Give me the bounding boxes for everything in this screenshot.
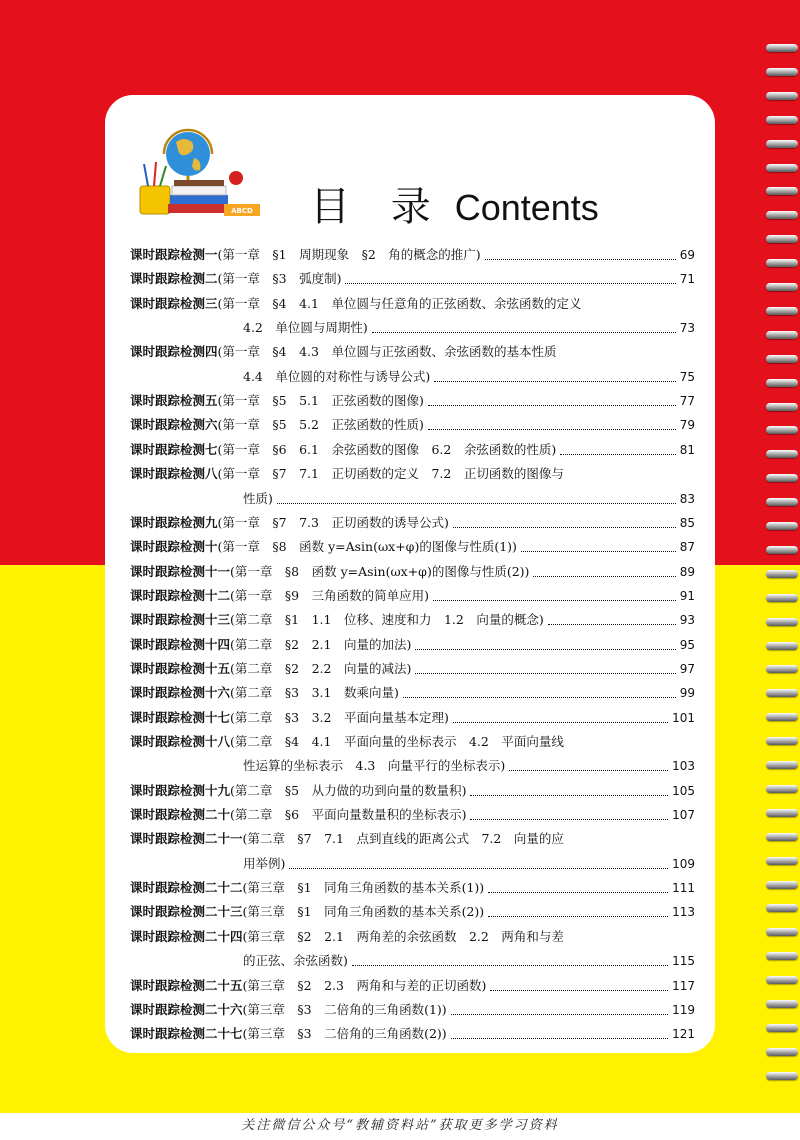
toc-entry[interactable] — [130, 804, 695, 826]
toc-entry[interactable] — [243, 853, 695, 875]
toc-entry-title: 课时跟踪检测二十六 — [130, 1001, 243, 1017]
toc-page-number: 81 — [679, 442, 695, 457]
toc-page-number: 73 — [679, 321, 695, 336]
spiral-ring — [766, 355, 798, 363]
toc-entry-title: 课时跟踪检测十五 — [130, 660, 231, 676]
toc-page-number: 87 — [679, 540, 695, 555]
spiral-ring — [766, 283, 798, 291]
spiral-ring — [766, 1048, 798, 1056]
dot-leader — [451, 999, 668, 1015]
toc-entry-title: 课时跟踪检测二 — [130, 271, 218, 287]
toc-entry-title: 课时跟踪检测九 — [130, 514, 218, 530]
toc-entry[interactable] — [243, 366, 695, 388]
toc-entry-description: (第三章 §2 2.3 两角和与差的正切函数) — [242, 977, 487, 993]
toc-entry-title: 课时跟踪检测二十五 — [130, 977, 243, 993]
toc-entry-title: 课时跟踪检测十二 — [130, 587, 231, 603]
dot-leader — [488, 877, 668, 893]
spiral-ring — [766, 833, 798, 841]
spiral-ring — [766, 426, 798, 434]
toc-page-number: 83 — [679, 491, 695, 506]
spiral-ring — [766, 809, 798, 817]
spiral-ring — [766, 403, 798, 411]
toc-entry-description: (第一章 §7 7.1 正切函数的定义 7.2 正切函数的图像与 — [217, 466, 564, 482]
spiral-ring — [766, 785, 798, 793]
blocks-label: ABCD — [231, 207, 253, 215]
dot-leader — [428, 414, 676, 430]
page-title — [310, 175, 599, 230]
globe-books-icon — [138, 128, 263, 223]
toc-entry[interactable] — [130, 341, 695, 363]
toc-entry[interactable] — [130, 439, 695, 461]
toc-entry-title: 课时跟踪检测二十三 — [130, 904, 243, 920]
toc-page-number: 71 — [679, 272, 695, 287]
toc-entry-description: (第三章 §3 二倍角的三角函数(1)) — [242, 1001, 447, 1017]
toc-entry-title: 课时跟踪检测十八 — [130, 734, 231, 749]
toc-entry[interactable] — [130, 536, 695, 558]
dot-leader — [509, 755, 668, 771]
toc-page-number: 107 — [672, 808, 695, 823]
dot-leader — [428, 390, 676, 406]
toc-entry-description: (第一章 §5 5.2 正弦函数的性质) — [217, 417, 424, 433]
title-english: Contents — [454, 187, 599, 228]
dot-leader — [372, 317, 676, 333]
toc-entry[interactable] — [130, 731, 695, 753]
spiral-ring — [766, 713, 798, 721]
toc-entry-title: 课时跟踪检测十九 — [130, 782, 231, 798]
toc-page-number: 91 — [679, 588, 695, 603]
spiral-ring — [766, 331, 798, 339]
toc-entry-description: (第一章 §4 4.3 单位圆与正弦函数、余弦函数的基本性质 — [217, 344, 557, 360]
toc-entry[interactable] — [130, 561, 695, 583]
toc-page-number: 111 — [672, 881, 695, 896]
toc-entry-title: 课时跟踪检测六 — [130, 417, 218, 433]
spiral-ring — [766, 211, 798, 219]
toc-entry-description: (第一章 §7 7.3 正切函数的诱导公式) — [217, 514, 449, 530]
toc-page-number: 99 — [679, 686, 695, 701]
toc-page-number: 103 — [672, 759, 695, 774]
spiral-ring — [766, 187, 798, 195]
toc-entry-description: (第三章 §2 2.1 两角差的余弦函数 2.2 两角和与差 — [242, 928, 564, 944]
spiral-ring — [766, 881, 798, 889]
toc-entry-title: 课时跟踪检测三 — [130, 295, 218, 311]
spiral-ring — [766, 44, 798, 52]
dot-leader — [485, 244, 676, 260]
toc-entry-description: (第一章 §8 函数 y=Asin(ωx+φ)的图像与性质(1)) — [217, 539, 517, 555]
spiral-ring — [766, 570, 798, 578]
spiral-ring — [766, 1000, 798, 1008]
toc-entry-description: (第一章 §4 4.1 单位圆与任意角的正弦函数、余弦函数的定义 — [217, 295, 582, 311]
toc-entry[interactable] — [243, 488, 695, 510]
dot-leader — [345, 268, 675, 284]
spiral-ring — [766, 1024, 798, 1032]
spiral-ring — [766, 642, 798, 650]
dot-leader — [451, 1023, 668, 1039]
toc-page-number: 85 — [679, 515, 695, 530]
toc-entry[interactable] — [130, 707, 695, 729]
toc-entry[interactable] — [130, 658, 695, 680]
spiral-ring — [766, 546, 798, 554]
toc-entry-description: (第二章 §4 4.1 平面向量的坐标表示 4.2 平面向量线 — [230, 734, 564, 749]
spiral-ring — [766, 140, 798, 148]
toc-entry-description: (第二章 §6 平面向量数量积的坐标表示) — [230, 807, 467, 823]
dot-leader — [415, 634, 675, 650]
spiral-ring — [766, 164, 798, 172]
spiral-ring — [766, 737, 798, 745]
toc-entry[interactable] — [130, 999, 695, 1021]
spiral-ring — [766, 689, 798, 697]
spiral-ring — [766, 522, 798, 530]
toc-entry-description: 用举例) — [243, 855, 286, 871]
dot-leader — [521, 536, 676, 552]
spiral-binding — [762, 0, 800, 1113]
toc-entry-title: 课时跟踪检测十七 — [130, 709, 231, 725]
dot-leader — [434, 366, 675, 382]
toc-entry[interactable] — [243, 950, 695, 972]
dot-leader — [470, 780, 668, 796]
toc-page-number: 119 — [672, 1002, 695, 1017]
dot-leader — [548, 609, 676, 625]
toc-entry[interactable] — [130, 512, 695, 534]
dot-leader — [560, 439, 675, 455]
toc-entry-title: 课时跟踪检测二十 — [130, 807, 231, 823]
dot-leader — [403, 682, 676, 698]
spiral-ring — [766, 116, 798, 124]
toc-entry-title: 课时跟踪检测十六 — [130, 685, 231, 701]
toc-entry-title: 课时跟踪检测二十四 — [130, 928, 243, 944]
toc-entry[interactable] — [130, 463, 695, 485]
toc-entry[interactable] — [130, 828, 695, 850]
dot-leader — [289, 853, 668, 869]
toc-entry[interactable] — [130, 926, 695, 948]
spiral-ring — [766, 498, 798, 506]
spiral-ring — [766, 68, 798, 76]
spiral-ring — [766, 618, 798, 626]
dot-leader — [415, 658, 675, 674]
toc-page-number: 69 — [679, 248, 695, 262]
toc-entry-title: 课时跟踪检测十一 — [130, 563, 231, 579]
toc-page-number: 93 — [679, 613, 695, 628]
toc-entry[interactable] — [130, 634, 695, 656]
toc-entry-title: 课时跟踪检测一 — [130, 247, 218, 262]
toc-entry-description: (第二章 §5 从力做的功到向量的数量积) — [230, 782, 467, 798]
spiral-ring — [766, 379, 798, 387]
spiral-ring — [766, 904, 798, 912]
toc-entry-description: (第二章 §3 3.1 数乘向量) — [230, 685, 399, 701]
dot-leader — [433, 585, 676, 601]
toc-entry-title: 课时跟踪检测五 — [130, 393, 218, 409]
spiral-ring — [766, 761, 798, 769]
toc-page-number: 75 — [679, 369, 695, 384]
toc-entry-description: (第一章 §1 周期现象 §2 角的概念的推广) — [217, 247, 481, 262]
toc-entry[interactable] — [130, 901, 695, 923]
toc-entry-description: (第一章 §9 三角函数的简单应用) — [230, 587, 429, 603]
toc-entry-description: (第一章 §5 5.1 正弦函数的图像) — [217, 393, 424, 409]
spiral-ring — [766, 235, 798, 243]
toc-page-number: 77 — [679, 394, 695, 409]
toc-entry-description: 4.4 单位圆的对称性与诱导公式) — [243, 368, 431, 384]
toc-entry-description: 4.2 单位圆与周期性) — [243, 320, 368, 336]
toc-entry-title: 课时跟踪检测八 — [130, 466, 218, 482]
toc-entry[interactable] — [130, 268, 695, 290]
toc-entry-description: (第三章 §1 同角三角函数的基本关系(2)) — [242, 904, 485, 920]
toc-entry-description: (第三章 §1 同角三角函数的基本关系(1)) — [242, 880, 485, 896]
toc-entry-title: 课时跟踪检测二十二 — [130, 880, 243, 896]
spiral-ring — [766, 857, 798, 865]
spiral-ring — [766, 259, 798, 267]
toc-page-number: 95 — [679, 637, 695, 652]
toc-page-number: 109 — [672, 856, 695, 871]
toc-entry-title: 课时跟踪检测七 — [130, 441, 218, 457]
toc-entry[interactable] — [130, 293, 695, 315]
dot-leader — [533, 561, 675, 577]
toc-entry-title: 课时跟踪检测四 — [130, 344, 218, 360]
title-chinese: 目 录 — [310, 184, 445, 230]
dot-leader — [490, 975, 668, 991]
toc-entry-description: (第二章 §3 3.2 平面向量基本定理) — [230, 709, 449, 725]
toc-entry-description: (第二章 §1 1.1 位移、速度和力 1.2 向量的概念) — [230, 612, 544, 628]
toc-entry-title: 课时跟踪检测十四 — [130, 636, 231, 652]
toc-entry[interactable] — [130, 975, 695, 997]
toc-entry-title: 课时跟踪检测十三 — [130, 612, 231, 628]
toc-entry[interactable] — [130, 414, 695, 436]
toc-entry-description: 性质) — [243, 490, 273, 506]
toc-entry-title: 课时跟踪检测二十七 — [130, 1026, 243, 1042]
toc-entry-description: (第二章 §2 2.1 向量的加法) — [230, 636, 412, 652]
toc-entry-title: 课时跟踪检测二十一 — [130, 831, 243, 847]
spiral-ring — [766, 307, 798, 315]
toc-entry-description: 性运算的坐标表示 4.3 向量平行的坐标表示) — [243, 758, 506, 774]
spiral-ring — [766, 474, 798, 482]
toc-entry[interactable] — [130, 585, 695, 607]
toc-entry[interactable] — [130, 682, 695, 704]
toc-entry[interactable] — [130, 1023, 695, 1045]
spiral-ring — [766, 952, 798, 960]
spiral-ring — [766, 928, 798, 936]
toc-entry[interactable] — [243, 317, 695, 339]
footer-text: 关注微信公众号“教辅资料站”获取更多学习资料 — [241, 1118, 559, 1133]
toc-entry-description: (第一章 §8 函数 y=Asin(ωx+φ)的图像与性质(2)) — [230, 563, 530, 579]
toc-entry[interactable] — [130, 244, 695, 266]
toc-page-number: 117 — [672, 978, 695, 993]
toc-entry-description: (第二章 §2 2.2 向量的减法) — [230, 660, 412, 676]
spiral-ring — [766, 1072, 798, 1080]
dot-leader — [453, 512, 676, 528]
toc-entry[interactable] — [130, 877, 695, 899]
dot-leader — [453, 707, 668, 723]
toc-page-number: 89 — [679, 564, 695, 579]
toc-page-number: 97 — [679, 661, 695, 676]
spiral-ring — [766, 976, 798, 984]
toc-entry-description: (第一章 §3 弧度制) — [217, 271, 342, 287]
toc-entry[interactable] — [243, 755, 695, 777]
toc-entry[interactable] — [130, 780, 695, 802]
toc-entry[interactable] — [130, 609, 695, 631]
toc-page-number: 105 — [672, 783, 695, 798]
dot-leader — [488, 901, 668, 917]
toc-entry-description: (第一章 §6 6.1 余弦函数的图像 6.2 余弦函数的性质) — [217, 441, 557, 457]
spiral-ring — [766, 450, 798, 458]
toc-entry-description: 的正弦、余弦函数) — [243, 953, 348, 969]
toc-page-number: 113 — [672, 905, 695, 920]
toc-entry-title: 课时跟踪检测十 — [130, 539, 218, 555]
toc-page-number: 79 — [679, 418, 695, 433]
spiral-ring — [766, 594, 798, 602]
toc-entry-description: (第二章 §7 7.1 点到直线的距离公式 7.2 向量的应 — [242, 831, 564, 847]
toc-page-number: 101 — [672, 710, 695, 725]
toc-page-number: 121 — [672, 1027, 695, 1042]
spiral-ring — [766, 665, 798, 673]
dot-leader — [352, 950, 668, 966]
toc-entry-description: (第三章 §3 二倍角的三角函数(2)) — [242, 1026, 447, 1042]
spiral-ring — [766, 92, 798, 100]
toc-entry[interactable] — [130, 390, 695, 412]
toc-page-number: 115 — [672, 954, 695, 969]
dot-leader — [277, 488, 676, 504]
dot-leader — [470, 804, 668, 820]
